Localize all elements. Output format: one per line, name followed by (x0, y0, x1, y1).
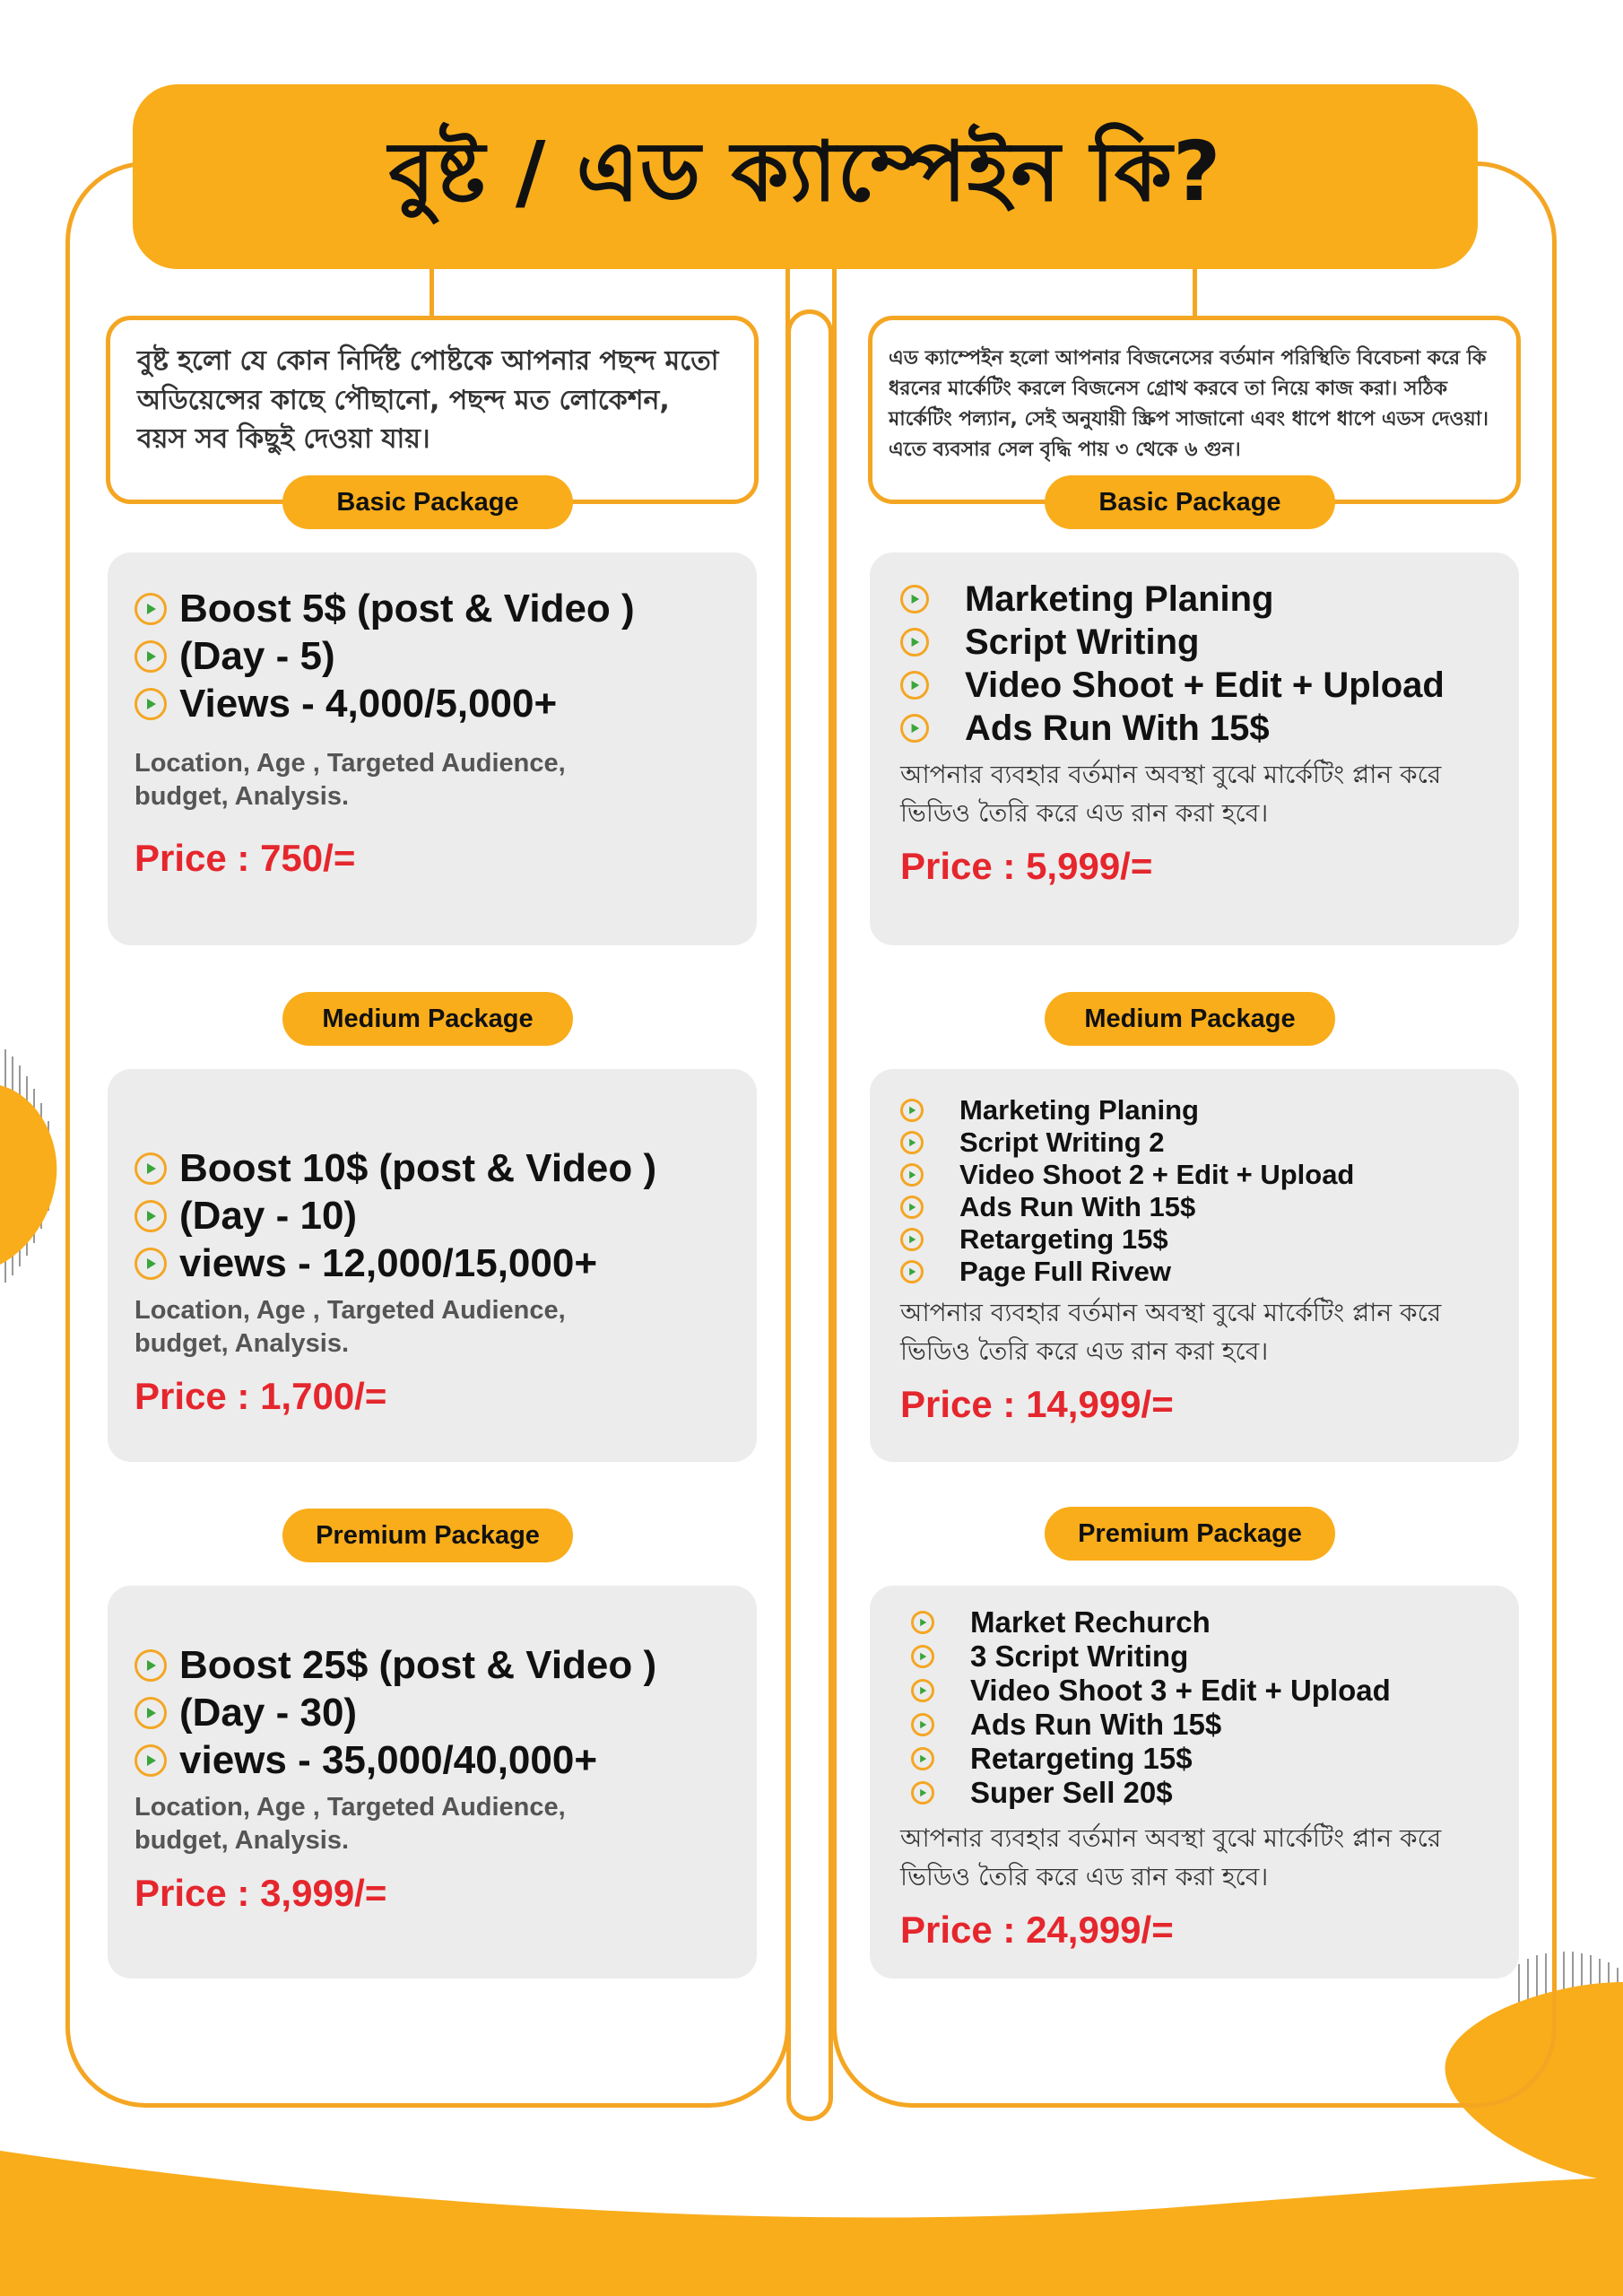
package-details: Location, Age , Targeted Audience, budget, Analysis. (135, 1296, 566, 1358)
feature-list (135, 585, 730, 727)
center-divider-pill (786, 309, 833, 2121)
left-medium-card (108, 1069, 757, 1462)
feature-list (911, 1605, 1492, 1810)
right-medium-card (870, 1069, 1519, 1462)
list-item (900, 621, 1492, 664)
package-price: Price : 1,700/= (135, 1375, 387, 1417)
package-price: Price : 24,999/= (900, 1909, 1174, 1951)
play-circle-icon (900, 1099, 924, 1122)
play-circle-icon (900, 671, 929, 700)
boost-intro-text: বুষ্ট হলো যে কোন নির্দিষ্ট পোষ্টকে আপনার পছন্দ মতো অডিয়েন্সের কাছে পৌছানো, পছন্দ মত লোকেশন, বয়স সব কিছুই দেওয়া যায়। (137, 345, 719, 455)
left-premium-badge: Premium Package (282, 1509, 573, 1562)
play-circle-icon (900, 1228, 924, 1251)
feature-text: Ads Run With 15$ (959, 1191, 1196, 1222)
feature-text: views - 35,000/40,000+ (179, 1737, 598, 1782)
right-basic-card (870, 552, 1519, 945)
feature-text: Retargeting 15$ (970, 1742, 1193, 1775)
feature-text: Script Writing (965, 622, 1200, 662)
left-edge-blob-decoration (0, 1040, 63, 1292)
feature-text: Video Shoot 2 + Edit + Upload (959, 1159, 1355, 1190)
package-details: Location, Age , Targeted Audience, budget, Analysis. (135, 749, 566, 811)
list-item (900, 1223, 1492, 1256)
feature-text: Market Rechurch (970, 1605, 1211, 1639)
feature-text: (Day - 5) (179, 633, 335, 678)
right-connector-line (1193, 265, 1197, 317)
list-item (900, 1126, 1492, 1159)
feature-text: (Day - 30) (179, 1690, 358, 1735)
list-item (900, 707, 1492, 750)
package-price: Price : 3,999/= (135, 1872, 387, 1914)
feature-text: (Day - 10) (179, 1193, 358, 1238)
play-circle-icon (135, 1200, 167, 1232)
left-premium-card (108, 1586, 757, 1979)
feature-text: Ads Run With 15$ (970, 1708, 1222, 1741)
feature-list (900, 578, 1492, 750)
list-item (911, 1674, 1492, 1708)
feature-text: Boost 10$ (post & Video ) (179, 1145, 657, 1190)
play-circle-icon (135, 593, 167, 625)
play-circle-icon (900, 628, 929, 657)
feature-text: Page Full Rivew (959, 1256, 1172, 1287)
list-item (911, 1605, 1492, 1639)
ad-campaign-intro-text: এড ক্যাম্পেইন হলো আপনার বিজনেসের বর্তমান পরিস্থিতি বিবেচনা করে কি ধরনের মার্কেটিং করলে বিজনেস গ্রোথ করবে তা নিয়ে কাজ করা। সঠিক মার্কেটিং পল্যান, সেই অনুযায়ী স্ক্রিপ সাজানো এবং ধাপে ধাপে এডস দেওয়া। এতে ব্যবসার সেল বৃদ্ধি পায় ৩ থেকে ৬ গুন। (889, 347, 1488, 462)
package-details: আপনার ব্যবহার বর্তমান অবস্থা বুঝে মার্কেটিং প্লান করে ভিডিও তৈরি করে এড রান করা হবে। (900, 1298, 1442, 1366)
left-basic-card (108, 552, 757, 945)
package-details: Location, Age , Targeted Audience, budget, Analysis. (135, 1793, 566, 1855)
package-details: আপনার ব্যবহার বর্তমান অবস্থা বুঝে মার্কেটিং প্লান করে ভিডিও তৈরি করে এড রান করা হবে। (900, 760, 1442, 828)
play-circle-icon (135, 1152, 167, 1185)
feature-text: 3 Script Writing (970, 1639, 1189, 1673)
play-circle-icon (911, 1747, 934, 1770)
feature-text: Super Sell 20$ (970, 1776, 1173, 1809)
left-medium-badge: Medium Package (282, 992, 573, 1046)
feature-text: Retargeting 15$ (959, 1223, 1168, 1255)
play-circle-icon (911, 1781, 934, 1805)
feature-text: Ads Run With 15$ (965, 708, 1270, 748)
play-circle-icon (135, 688, 167, 720)
package-price: Price : 14,999/= (900, 1383, 1174, 1425)
play-circle-icon (900, 585, 929, 613)
play-circle-icon (911, 1713, 934, 1736)
list-item (135, 680, 730, 727)
list-item (135, 1689, 730, 1736)
right-premium-badge: Premium Package (1045, 1507, 1335, 1561)
list-item (900, 1159, 1492, 1191)
list-item (900, 664, 1492, 707)
list-item (135, 1736, 730, 1784)
right-medium-badge: Medium Package (1045, 992, 1335, 1046)
package-price: Price : 750/= (135, 837, 356, 879)
list-item (900, 1256, 1492, 1288)
feature-text: Views - 4,000/5,000+ (179, 681, 558, 726)
feature-text: Video Shoot + Edit + Upload (965, 665, 1445, 705)
play-circle-icon (900, 714, 929, 743)
play-circle-icon (135, 1248, 167, 1280)
feature-list (900, 1094, 1492, 1288)
list-item (135, 1641, 730, 1689)
list-item (900, 1191, 1492, 1223)
play-circle-icon (911, 1645, 934, 1668)
play-circle-icon (900, 1260, 924, 1283)
list-item (135, 1144, 730, 1192)
play-circle-icon (135, 1744, 167, 1777)
list-item (911, 1708, 1492, 1742)
feature-text: Marketing Planing (965, 578, 1274, 619)
page-title: বুষ্ট / এড ক্যাম্পেইন কি? (388, 124, 1222, 220)
list-item (135, 1192, 730, 1239)
play-circle-icon (900, 1196, 924, 1219)
feature-list (135, 1641, 730, 1784)
play-circle-icon (911, 1679, 934, 1702)
feature-text: Video Shoot 3 + Edit + Upload (970, 1674, 1391, 1707)
bottom-wave-decoration (0, 2126, 1623, 2296)
feature-list (135, 1144, 730, 1287)
list-item (135, 585, 730, 632)
play-circle-icon (135, 1649, 167, 1682)
play-circle-icon (911, 1611, 934, 1634)
play-circle-icon (900, 1163, 924, 1187)
left-basic-badge: Basic Package (282, 475, 573, 529)
title-banner (133, 84, 1478, 269)
right-premium-card (870, 1586, 1519, 1979)
list-item (911, 1776, 1492, 1810)
left-connector-line (430, 265, 434, 317)
feature-text: Boost 5$ (post & Video ) (179, 586, 635, 631)
list-item (135, 632, 730, 680)
list-item (900, 1094, 1492, 1126)
package-details: আপনার ব্যবহার বর্তমান অবস্থা বুঝে মার্কেটিং প্লান করে ভিডিও তৈরি করে এড রান করা হবে। (900, 1823, 1442, 1892)
right-basic-badge: Basic Package (1045, 475, 1335, 529)
play-circle-icon (900, 1131, 924, 1154)
play-circle-icon (135, 640, 167, 673)
feature-text: Script Writing 2 (959, 1126, 1165, 1158)
feature-text: Boost 25$ (post & Video ) (179, 1642, 657, 1687)
package-price: Price : 5,999/= (900, 845, 1153, 887)
feature-text: Marketing Planing (959, 1094, 1199, 1126)
list-item (911, 1639, 1492, 1674)
list-item (911, 1742, 1492, 1776)
list-item (900, 578, 1492, 621)
list-item (135, 1239, 730, 1287)
feature-text: views - 12,000/15,000+ (179, 1240, 598, 1285)
play-circle-icon (135, 1697, 167, 1729)
